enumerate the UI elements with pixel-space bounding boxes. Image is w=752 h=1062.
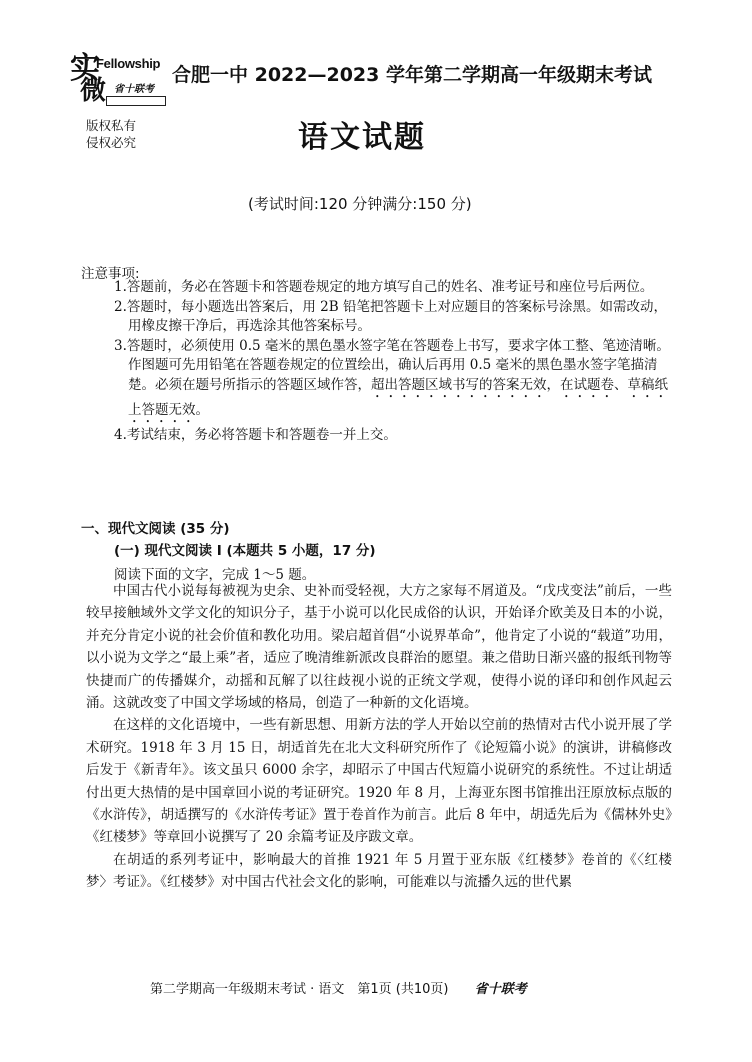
- logo-mark-2: 微: [80, 76, 107, 106]
- passage-paragraph: 中国古代小说每每被视为史余、史补而受轻视，大方之家每不屑道及。“戊戌变法”前后，一些较早接触域外文学文化的知识分子，基于小说可以化民成俗的认识，开始译介欧美及日本的小说，并充分肯定小说的社会价值和教化功用。梁启超首倡“小说界革命”，他肯定了小说的“载道”功用，以小说为文学之“最上乘”者，适应了晚清维新派改良群治的愿望。兼之借助日渐兴盛的报纸刊物等快捷而广的传播媒介，动摇和瓦解了以往歧视小说的正统文学观，使得小说的译印和创作风起云涌。这就改变了中国文学场域的格局，创造了一种新的文化语境。: [86, 583, 672, 712]
- notice-item: 1.答题前，务必在答题卡和答题卷规定的地方填写自己的姓名、准考证号和座位号后两位。: [114, 279, 654, 295]
- notice-heading: 注意事项:: [81, 266, 140, 282]
- logo-text: Fellowship: [96, 56, 161, 71]
- notice-item: 2.答题时，每小题选出答案后，用 2B 铅笔把答题卡上对应题目的答案标号涂黑。如需改动，用橡皮擦干净后，再选涂其他答案标号。: [114, 298, 667, 335]
- exam-info: (考试时间:120 分钟满分:150 分): [248, 195, 472, 213]
- exam-title: 合肥一中 2022—2023 学年第二学期高一年级期末考试: [172, 64, 652, 86]
- notice-item: 4.考试结束，务必将答题卡和答题卷一并上交。: [114, 426, 397, 443]
- footer-text: 第二学期高一年级期末考试 · 语文 第1页 (共10页): [150, 982, 449, 997]
- logo-mark: 实: [70, 51, 100, 86]
- passage-paragraph: 在胡适的系列考证中，影响最大的首推 1921 年 5 月置于亚东版《红楼梦》卷首的《〈红楼梦〉考证》。《红楼梦》对中国古代社会文化的影响，可能难以与流播久远的世代累: [86, 851, 672, 891]
- subject-title: 语文试题: [298, 120, 426, 155]
- passage-paragraph: 在这样的文化语境中，一些有新思想、用新方法的学人开始以空前的热情对古代小说开展了学术研究。1918 年 3 月 15 日，胡适首先在北大文科研究所作了《论短篇小说》的演讲，讲稿修改后发于《新青年》。该文虽只 6000 余字，却昭示了中国古代短篇小说研究的系统性。不过让胡适付出更大热情的是中国章回小说的考证研究。1920 年 8 月，上海亚东图书馆推出汪原放标点版的《水浒传》，胡适撰写的《水浒传考证》置于卷首作为前言。此后 8 年中，胡适先后为《儒林外史》《红楼梦》等章回小说撰写了 20 余篇考证及序跋文章。: [86, 717, 672, 846]
- logo-subtext: 省十联考: [114, 84, 154, 95]
- reading-passage: [86, 580, 672, 894]
- section-title: 一、现代文阅读 (35 分): [81, 521, 230, 537]
- copyright-line-2: 侵权必究: [86, 135, 137, 150]
- page-footer: [150, 978, 527, 997]
- notice-item-emphasis: 超出答题区域书写的答案无效，在试题卷、草稿纸上答题无效。: [128, 376, 668, 418]
- fellowship-logo: [70, 51, 166, 110]
- copyright-notice: [86, 117, 136, 151]
- notice-item-text: 3.答题时，必须使用 0.5 毫米的黑色墨水签字笔在答题卷上书写，要求字体工整、笔迹清晰。作图题可先用铅笔在答题卷规定的位置绘出，确认后再用 0.5 毫米的黑色墨水签字笔描清楚。必须在题号所指示的答题区域作答，: [114, 337, 670, 393]
- notice-list: [114, 278, 674, 446]
- logo-bar: [106, 96, 166, 106]
- notice-item: [114, 337, 674, 426]
- footer-brand: 省十联考: [474, 982, 527, 997]
- reading-instruction: 阅读下面的文字，完成 1～5 题。: [114, 567, 316, 583]
- section-subtitle: (一) 现代文阅读 Ⅰ (本题共 5 小题，17 分): [114, 543, 376, 559]
- copyright-line-1: 版权私有: [86, 118, 137, 133]
